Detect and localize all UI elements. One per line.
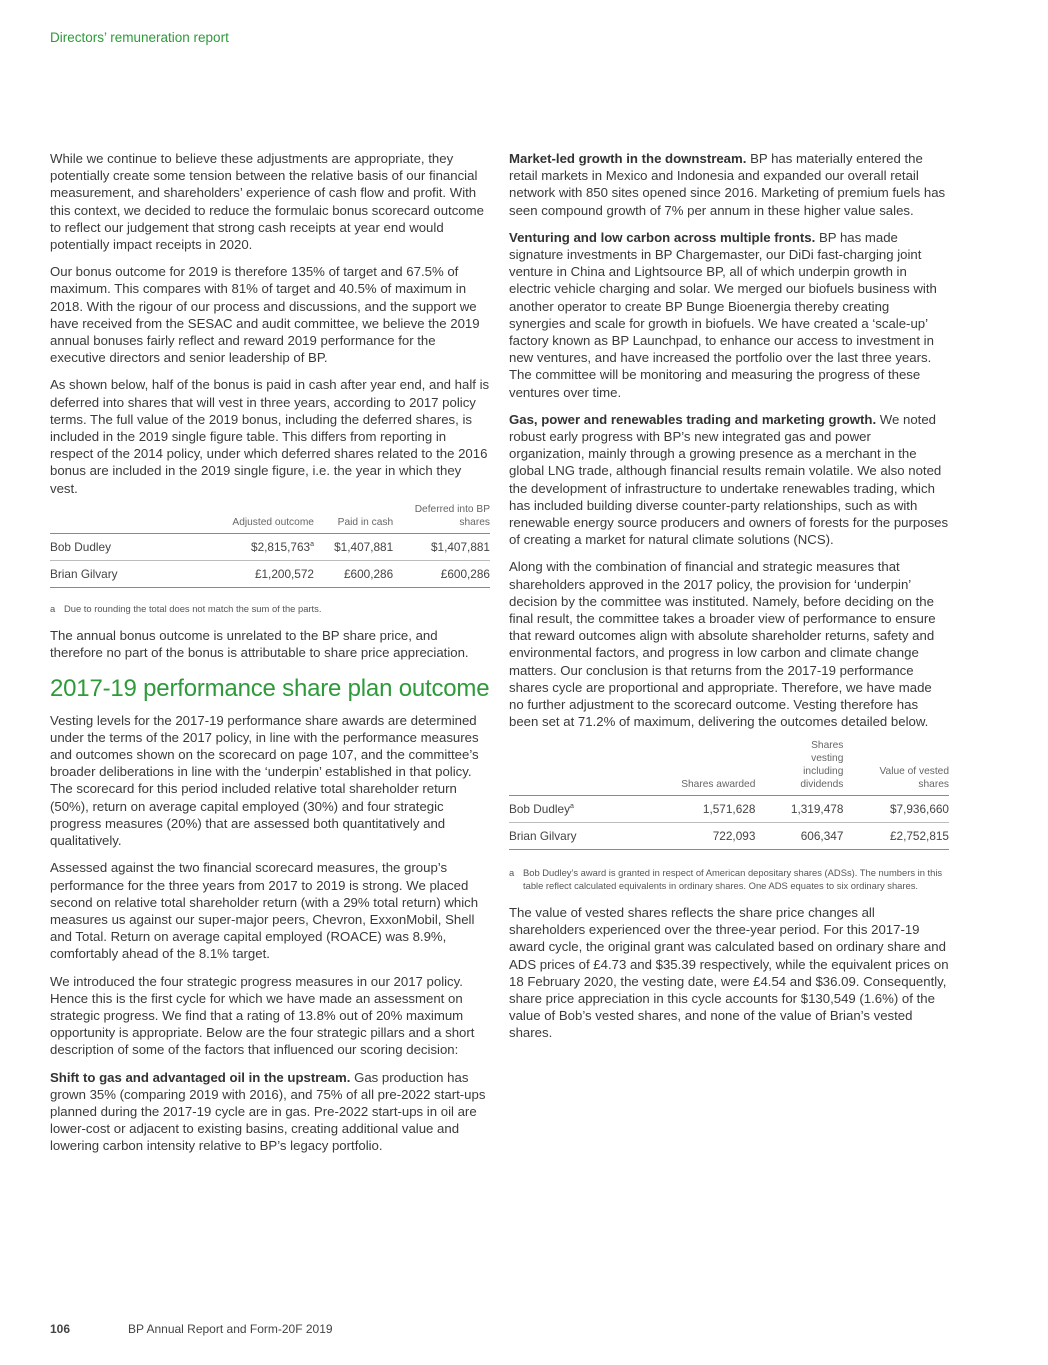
table-cell-name: Bob Dudley: [50, 533, 217, 560]
paragraph: Assessed against the two financial scorecard measures, the group’s performance for the three years from 2017 to 2019 is strong. We placed second on relative total shareholder return (with a 29% total return) which measures us against our super-major peers, Chevron, ExxonMobil, Shell and Total. Return on average capital employed (ROACE) was 8.9%, comfortably ahead of the 8.1% target.: [50, 860, 479, 962]
table-header: Value of vested shares: [879, 765, 949, 790]
paragraph: Vesting levels for the 2017-19 performance share awards are determined under the terms of the 2017 policy, in line with the performance measures and outcomes shown on the scorecard on page 107, and the committee’s broader deliberations in line with the ‘underpin’ established in that policy. The scorecard for this period included relative total shareholder return (50%), return on average capital employed (30%) and four strategic progress measures (20%) that are assessed both quantitatively and qualitatively.: [50, 712, 479, 849]
table-header: Paid in cash: [337, 516, 394, 528]
table-cell: $1,407,881: [314, 533, 393, 560]
table-cell: 606,347: [755, 822, 843, 849]
table-cell: $1,407,881: [393, 533, 490, 560]
footnote-text: Bob Dudley’s award is granted in respect of American depositary shares (ADSs). The numbers in this table reflect calculated equivalents in ordinary shares. One ADS equates to six ordinary shares.: [523, 866, 943, 891]
footnote-mark: a: [50, 603, 56, 615]
section-header: Directors’ remuneration report: [50, 30, 229, 45]
table-cell: 1,571,628: [650, 795, 756, 822]
paragraph: Shift to gas and advantaged oil in the upstream. Gas production has grown 35% (comparing 2019 with 2016), and 75% of all pre-2022 start-ups planned during the 2017-19 cycle are in gas. Pre-2022 start-ups in oil are lower-cost or adjacent to existing basins, creating additional value and lowering carbon intensity relative to BP’s legacy portfolio.: [50, 1069, 486, 1154]
section-title: 2017-19 performance share plan outcome: [50, 674, 490, 702]
paragraph-heading: Venturing and low carbon across multiple fronts.: [509, 229, 816, 245]
page-footer: [50, 1322, 333, 1336]
table-header: Shares awarded: [681, 778, 756, 790]
table-cell: £1,200,572: [217, 561, 314, 588]
table-header: Shares vesting including dividends: [800, 739, 844, 790]
table-header: [50, 503, 217, 534]
footnote-ref: a: [310, 540, 314, 548]
paragraph: The annual bonus outcome is unrelated to the BP share price, and therefore no part of the bonus is attributable to share price appreciation.: [50, 628, 469, 661]
table-row: [509, 822, 949, 849]
paragraph: Venturing and low carbon across multiple fronts. BP has made signature investments in BP Chargemaster, our DiDi fast-charging joint venture in China and Lightsource BP, all of which underpin growth in electric vehicle charging and solar. We merged our biofuels business with another operator to create BP Bunge Bioenergia thereby creating synergies and scale for growth in biofuels. We have created a ‘scale-up’ factory known as BP Launchpad, to enhance our access to investment in new ventures, and have increased the portfolio over the last three years. The committee will be monitoring and measuring the progress of these ventures over time.: [509, 229, 937, 400]
paragraph-heading: Gas, power and renewables trading and marketing growth.: [509, 411, 877, 427]
paragraph-heading: Shift to gas and advantaged oil in the upstream.: [50, 1069, 351, 1085]
table-header-row: [509, 739, 949, 796]
paragraph: As shown below, half of the bonus is paid in cash after year end, and half is deferred into shares that will vest in three years, according to 2017 policy terms. The full value of the 2019 bonus, including the deferred shares, is included in the 2019 single figure table. This differs from reporting in respect of the 2014 policy, under which deferred shares related to the 2016 bonus are included in the 2019 single figure, i.e. the year in which they vest.: [50, 377, 490, 496]
table-cell: $7,936,660: [843, 795, 949, 822]
paragraph: Along with the combination of financial and strategic measures that shareholders approved in the 2017 policy, the provision for ‘underpin’ decision by the committee was instituted. Namely, before deciding on the final result, the committee takes a broader view of performance to ensure that reward outcomes align with absolute shareholder returns, safety and environmental factors, and progress in low carbon and climate change matters. Our conclusion is that returns from the 2017-19 performance shares cycle are proportional and appropriate. Therefore, we have made no further adjustment to the scorecard outcome. Vesting therefore has been set at 71.2% of maximum, delivering the outcomes detailed below.: [509, 559, 936, 730]
paragraph: The value of vested shares reflects the share price changes all shareholders experienced over the three-year period. For this 2017-19 award cycle, the original grant was calculated based on ordinary share and ADS prices of £4.73 and $35.39 respectively, while the equivalent prices on 18 February 2020, the vesting date, were £4.54 and $36.09. Consequently, share price appreciation in this cycle accounts for $130,549 (1.6%) of the value of Bob’s vested shares, and none of the value of Brian’s vested shares.: [509, 904, 949, 1041]
paragraph: While we continue to believe these adjustments are appropriate, they potentially create some tension between the relative basis of our financial measurement, and shareholders’ experience of cash flow and profit. With this context, we decided to reduce the formulaic bonus scorecard outcome to reflect our judgement that strong cash receipts at year end would potentially impact receipts in 2020.: [50, 151, 484, 253]
table-cell: 722,093: [650, 822, 756, 849]
table-cell: $2,815,763$^a$: [217, 533, 314, 560]
footnote-ref: a: [570, 802, 574, 810]
table-row: [50, 533, 490, 560]
table-header: Adjusted outcome: [232, 516, 314, 528]
footnote-text: Due to rounding the total does not match the sum of the parts.: [64, 603, 322, 615]
table-header-row: [50, 503, 490, 534]
table-header: Deferred into BP shares: [414, 503, 490, 528]
paragraph: Gas, power and renewables trading and marketing growth. We noted robust early progress with BP’s new integrated gas and power organization, mainly through a growing presence as a merchant in the global LNG trade, although financial results remain volatile. We also noted the development of infrastructure to undertake renewables trading, which has included building diverse counter-party relationships, such as with renewable energy source producers and owners of forests for the purposes of creating a market for natural climate solutions (NCS).: [509, 411, 949, 548]
table-row: [509, 795, 949, 822]
table-cell: £600,286: [314, 561, 393, 588]
shares-table: [509, 739, 949, 850]
page-number: 106: [50, 1322, 71, 1336]
publication-title: BP Annual Report and Form-20F 2019: [128, 1322, 333, 1336]
paragraph: Market-led growth in the downstream. BP has materially entered the retail markets in Mexico and Indonesia and expanded our overall retail network with 850 sites opened since 2016. Marketing of premium fuels has seen compound growth of 7% per annum in these higher value sales.: [509, 151, 946, 218]
table-cell: £600,286: [393, 561, 490, 588]
table-cell: 1,319,478: [755, 795, 843, 822]
footnote-mark: a: [509, 866, 515, 878]
table-cell-name: Brian Gilvary: [50, 561, 217, 588]
table-footnote: [509, 866, 949, 892]
left-column: [50, 150, 490, 1165]
paragraph: Our bonus outcome for 2019 is therefore 135% of target and 67.5% of maximum. This compares with 81% of target and 40.5% of maximum in 2018. With the rigour of our process and discussions, and the support we have received from the SESAC and audit committee, we believe the 2019 annual bonuses fairly reflect and reward 2019 performance for the executive directors and senior leadership of BP.: [50, 264, 480, 366]
table-row: [50, 561, 490, 588]
bonus-table: [50, 503, 490, 588]
paragraph-heading: Market-led growth in the downstream.: [509, 151, 747, 166]
table-header: [509, 739, 650, 796]
table-cell-name: Brian Gilvary: [509, 822, 650, 849]
table-cell: £2,752,815: [843, 822, 949, 849]
right-column: [509, 150, 949, 1052]
table-footnote: [50, 602, 490, 615]
table-cell-name: Bob Dudley$^a$: [509, 795, 650, 822]
paragraph: We introduced the four strategic progress measures in our 2017 policy. Hence this is the first cycle for which we have made an assessment on strategic progress. We find that a rating of 13.8% out of 20% maximum opportunity is appropriate. Below are the four strategic pillars and a short description of some of the factors that influenced our scoring decision:: [50, 973, 475, 1058]
